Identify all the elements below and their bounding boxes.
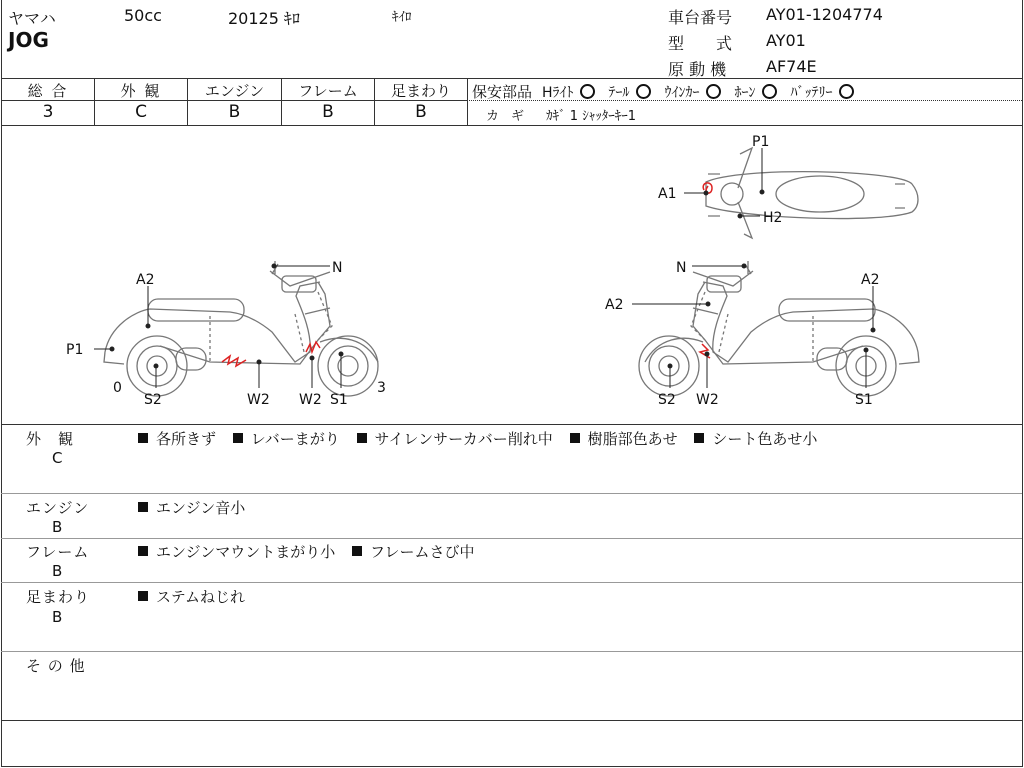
note-item: サイレンサーカバー削れ中 (374, 430, 553, 448)
bullet-square-icon (233, 433, 243, 443)
safety-horn (735, 82, 777, 102)
safety-item-label: Hﾗｲﾄ (542, 84, 574, 101)
damage-marks (222, 183, 712, 366)
bullet-square-icon (570, 433, 580, 443)
damage-squiggle (222, 356, 246, 366)
section-label-other: そ の 他 (26, 657, 86, 675)
bullet-square-icon (138, 433, 148, 443)
label-a2: A2 (605, 297, 624, 313)
section-label-frame: フレーム (26, 543, 90, 561)
right-scooter-body (703, 282, 918, 362)
keys-label: カギ (486, 109, 537, 124)
safety-item-label: ﾊﾞｯﾃﾘｰ (790, 84, 833, 101)
section-items-exterior (136, 428, 827, 449)
note-item: 樹脂部色あせ (587, 430, 678, 448)
type-value: AY01 (766, 31, 806, 50)
maker: ヤマハ (8, 9, 56, 28)
bullet-square-icon (352, 546, 362, 556)
ok-circle-icon (706, 84, 721, 99)
section-items-engine (136, 497, 255, 518)
safety-parts (472, 81, 854, 102)
unit-note: ｷｲﾛ (392, 10, 412, 25)
grade-value-suspension: B (415, 102, 427, 122)
bullet-square-icon (694, 433, 704, 443)
note-item: エンジンマウントまがり小 (156, 543, 336, 561)
section-label-suspension: 足まわり (26, 588, 91, 606)
safety-taillight (609, 82, 651, 102)
divider (1, 538, 1022, 539)
label-n: N (332, 260, 343, 276)
divider (1, 78, 1022, 79)
label-s1: S1 (330, 392, 348, 408)
section-grade-engine: B (52, 518, 63, 536)
mileage: 20125 ｷﾛ (228, 9, 300, 28)
bullet-square-icon (138, 591, 148, 601)
section-grade-exterior: C (52, 449, 63, 467)
left-scooter-body (105, 282, 320, 362)
label-s2: S2 (658, 392, 676, 408)
section-label-exterior: 外 観 (26, 430, 75, 448)
note-item: フレームさび中 (370, 543, 475, 561)
frame-no: AY01-1204774 (766, 5, 883, 24)
ok-circle-icon (580, 84, 595, 99)
safety-item-label: ﾃｰﾙ (608, 84, 630, 101)
ok-circle-icon (839, 84, 854, 99)
keys-row (486, 105, 636, 124)
grade-label-overall: 総 合 (27, 82, 69, 100)
displacement: 50cc (124, 6, 162, 25)
label-s1: S1 (855, 392, 873, 408)
label-h2: H2 (763, 210, 783, 226)
divider (1, 651, 1022, 652)
safety-battery (791, 82, 854, 102)
safety-label: 保安部品 (472, 83, 533, 101)
note-item: エンジン音小 (156, 499, 246, 517)
damage-diagram (0, 126, 1022, 424)
section-grade-suspension: B (52, 608, 63, 626)
bullet-square-icon (138, 502, 148, 512)
safety-winker (665, 82, 721, 102)
safety-item-label: ﾎｰﾝ (734, 84, 756, 101)
label-n: N (676, 260, 687, 276)
left-front-wheel (318, 336, 378, 396)
keys-value: ｶｷﾞ 1 ｼｬｯﾀｰｷｰ1 (546, 109, 636, 124)
label-p1: P1 (752, 134, 770, 150)
label-a2: A2 (861, 272, 880, 288)
label-w2: W2 (696, 392, 719, 408)
left-scooter-handlebar (270, 261, 330, 286)
type-label: 型 式 (668, 34, 733, 53)
divider (467, 78, 468, 125)
section-label-engine: エンジン (26, 499, 90, 517)
section-grade-frame: B (52, 562, 63, 580)
frame-no-label: 車台番号 (668, 8, 733, 27)
label-zero: 0 (113, 380, 122, 396)
grade-label-frame: フレーム (298, 82, 358, 100)
section-items-frame (136, 541, 484, 562)
grade-label-suspension: 足まわり (390, 82, 451, 100)
top-view-seat (776, 176, 864, 212)
section-items-suspension (136, 586, 255, 607)
bullet-square-icon (138, 546, 148, 556)
engine-value: AF74E (766, 57, 817, 76)
label-w2: W2 (299, 392, 322, 408)
divider (1, 100, 467, 101)
label-three: 3 (377, 380, 386, 396)
note-item: 各所きず (156, 430, 217, 448)
divider (1, 424, 1022, 425)
label-a2: A2 (136, 272, 155, 288)
note-item: レバーまがり (250, 430, 340, 448)
note-item: シート色あせ小 (712, 430, 818, 448)
grade-value-frame: B (322, 102, 334, 122)
label-w2: W2 (247, 392, 270, 408)
grade-value-engine: B (228, 102, 241, 122)
left-scooter-rear (104, 352, 124, 364)
grade-value-exterior: C (135, 102, 147, 122)
top-view-bars (738, 148, 752, 238)
label-p1: P1 (66, 342, 84, 358)
safety-item-label: ｳｲﾝｶｰ (664, 84, 700, 101)
engine-label: 原 動 機 (668, 60, 727, 79)
grade-value-overall: 3 (42, 102, 54, 122)
top-view-head (721, 183, 743, 205)
label-a1: A1 (658, 186, 677, 202)
divider (1, 720, 1022, 721)
safety-headlight (542, 82, 595, 102)
grade-label-engine: エンジン (204, 82, 265, 100)
model-name: JOG (8, 28, 49, 52)
ok-circle-icon (636, 84, 651, 99)
grade-label-exterior: 外 観 (120, 82, 162, 100)
divider (1, 582, 1022, 583)
label-s2: S2 (144, 392, 162, 408)
ok-circle-icon (762, 84, 777, 99)
note-item: ステムねじれ (156, 588, 245, 606)
bullet-square-icon (357, 433, 367, 443)
divider (1, 493, 1022, 494)
